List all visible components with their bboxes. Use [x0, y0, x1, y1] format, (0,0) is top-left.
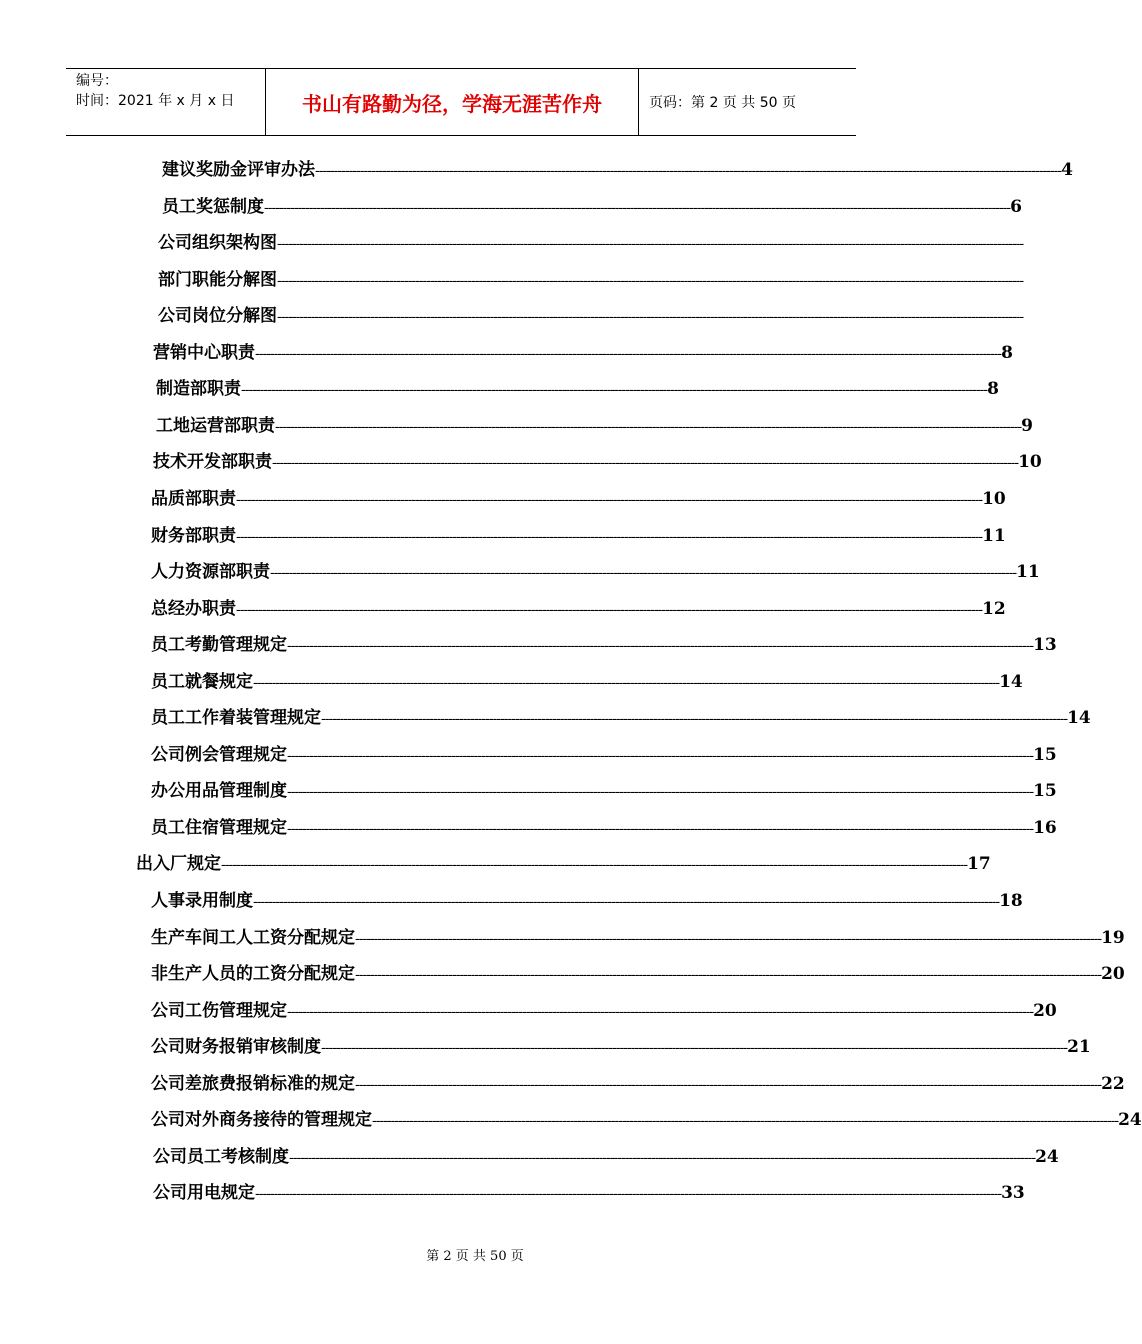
toc-entry-title: 财务部职责 — [151, 525, 236, 546]
toc-entry-leader: -------------------------------------------------------------------------------------------------------------------------------------------------------------------------------------------------------- — [355, 1076, 1102, 1093]
toc-entry-leader: -------------------------------------------------------------------------------------------------------------------------------------------------------------------------------------------------------- — [315, 163, 1062, 179]
toc-entry-page: 19 — [1101, 927, 1125, 948]
toc-entry-page: 6 — [1010, 196, 1022, 217]
toc-entry[interactable] — [151, 962, 1125, 986]
toc-entry-leader: -------------------------------------------------------------------------------------------------------------------------------------------------------------------------------------------------------- — [270, 565, 1017, 582]
toc-entry-title: 工地运营部职责 — [156, 415, 275, 436]
toc-entry-title: 公司岗位分解图 — [158, 306, 277, 327]
toc-entry-page: 13 — [1033, 635, 1057, 656]
toc-entry-leader: -------------------------------------------------------------------------------------------------------------------------------------------------------------------------------------------------------- — [287, 820, 1034, 837]
time-label: 时间：2021 年 x 月 x 日 — [76, 93, 235, 109]
toc-entry[interactable] — [151, 487, 1006, 511]
toc-entry-page: 21 — [1067, 1037, 1091, 1058]
toc-entry-title: 生产车间工人工资分配规定 — [151, 927, 355, 948]
toc-entry-title: 员工工作着装管理规定 — [151, 708, 321, 729]
toc-entry[interactable] — [156, 377, 999, 401]
toc-entry-title: 员工奖惩制度 — [162, 196, 264, 217]
toc-entry-page: 24 — [1118, 1110, 1142, 1131]
toc-entry[interactable] — [153, 1145, 1059, 1169]
toc-entry-title: 员工住宿管理规定 — [151, 817, 287, 838]
toc-entry[interactable] — [151, 560, 1040, 584]
toc-entry[interactable] — [151, 524, 1006, 548]
header-motto: 书山有路勤为径，学海无涯苦作舟 — [266, 69, 639, 135]
toc-entry-leader: -------------------------------------------------------------------------------------------------------------------------------------------------------------------------------------------------------- — [321, 711, 1068, 728]
toc-entry-page: 15 — [1033, 781, 1057, 802]
toc-entry-leader: -------------------------------------------------------------------------------------------------------------------------------------------------------------------------------------------------------- — [287, 747, 1034, 764]
toc-entry-leader: -------------------------------------------------------------------------------------------------------------------------------------------------------------------------------------------------------- — [355, 967, 1102, 984]
toc-entry-title: 品质部职责 — [151, 488, 236, 509]
toc-entry[interactable] — [151, 779, 1057, 803]
toc-entry-title: 人事录用制度 — [151, 891, 253, 911]
toc-entry-title: 公司组织架构图 — [158, 233, 277, 254]
toc-entry-title: 员工就餐规定 — [151, 671, 253, 692]
toc-entry[interactable] — [158, 304, 1024, 328]
page-header — [66, 68, 856, 136]
toc-entry[interactable] — [153, 1181, 1025, 1205]
toc-entry-leader: -------------------------------------------------------------------------------------------------------------------------------------------------------------------------------------------------------- — [241, 382, 988, 399]
toc-entry-page: 8 — [1001, 342, 1013, 363]
toc-entry-page: 22 — [1101, 1073, 1125, 1094]
toc-entry-leader: -------------------------------------------------------------------------------------------------------------------------------------------------------------------------------------------------------- — [253, 894, 1000, 910]
toc-entry-leader: -------------------------------------------------------------------------------------------------------------------------------------------------------------------------------------------------------- — [275, 418, 1022, 435]
toc-entry-leader: -------------------------------------------------------------------------------------------------------------------------------------------------------------------------------------------------------- — [277, 272, 1024, 289]
toc-entry[interactable] — [151, 816, 1057, 840]
toc-entry[interactable] — [151, 1072, 1125, 1096]
toc-entry-title: 总经办职责 — [151, 598, 236, 619]
toc-entry-page: 11 — [1016, 562, 1040, 583]
toc-entry-leader: -------------------------------------------------------------------------------------------------------------------------------------------------------------------------------------------------------- — [287, 638, 1034, 655]
toc-entry-title: 公司差旅费报销标准的规定 — [151, 1073, 355, 1094]
page-footer: 第 2 页 共 50 页 — [426, 1249, 524, 1264]
toc-entry[interactable] — [162, 195, 1022, 219]
toc-entry-title: 非生产人员的工资分配规定 — [151, 964, 355, 985]
toc-entry[interactable] — [151, 1035, 1091, 1059]
toc-entry-title: 公司对外商务接待的管理规定 — [151, 1110, 372, 1131]
toc-entry-title: 公司财务报销审核制度 — [151, 1037, 321, 1058]
toc-entry-leader: -------------------------------------------------------------------------------------------------------------------------------------------------------------------------------------------------------- — [277, 236, 1024, 253]
toc-entry-page: 15 — [1033, 744, 1057, 765]
toc-entry-leader: -------------------------------------------------------------------------------------------------------------------------------------------------------------------------------------------------------- — [272, 455, 1019, 472]
toc-entry-page: 24 — [1035, 1146, 1059, 1167]
toc-entry-leader: -------------------------------------------------------------------------------------------------------------------------------------------------------------------------------------------------------- — [287, 784, 1034, 801]
toc-entry[interactable] — [151, 670, 1023, 694]
toc-entry[interactable] — [156, 414, 1033, 438]
toc-entry-page: 9 — [1021, 415, 1033, 436]
toc-entry-page: 18 — [999, 891, 1023, 911]
toc-entry-page: 12 — [982, 598, 1006, 619]
toc-entry[interactable] — [151, 633, 1057, 657]
toc-entry[interactable] — [153, 341, 1013, 365]
toc-entry-title: 人力资源部职责 — [151, 562, 270, 583]
toc-entry[interactable] — [151, 926, 1125, 950]
toc-entry[interactable] — [151, 597, 1006, 621]
toc-entry[interactable] — [151, 889, 1023, 913]
toc-entry-title: 公司工伤管理规定 — [151, 1000, 287, 1021]
toc-entry-page: 10 — [982, 488, 1006, 509]
toc-entry-page: 14 — [1067, 708, 1091, 729]
toc-entry-page: 17 — [967, 854, 991, 875]
toc-entry-title: 建议奖励金评审办法 — [162, 160, 315, 180]
toc-entry[interactable] — [151, 999, 1057, 1023]
toc-entry-title: 部门职能分解图 — [158, 269, 277, 290]
toc-entry-page: 10 — [1018, 452, 1042, 473]
toc-entry-title: 营销中心职责 — [153, 342, 255, 363]
toc-entry-page: 20 — [1033, 1000, 1057, 1021]
toc-entry[interactable] — [158, 231, 1024, 255]
toc-entry-leader: -------------------------------------------------------------------------------------------------------------------------------------------------------------------------------------------------------- — [355, 930, 1102, 947]
toc-entry-leader: -------------------------------------------------------------------------------------------------------------------------------------------------------------------------------------------------------- — [277, 309, 1024, 326]
toc-entry-leader: -------------------------------------------------------------------------------------------------------------------------------------------------------------------------------------------------------- — [221, 857, 968, 874]
toc-entry-title: 出入厂规定 — [136, 854, 221, 875]
toc-entry-page: 14 — [999, 671, 1023, 692]
toc-entry[interactable] — [151, 743, 1057, 767]
toc-entry[interactable] — [158, 268, 1024, 292]
toc-entry-page: 11 — [982, 525, 1006, 546]
toc-entry-page: 20 — [1101, 964, 1125, 985]
toc-entry-leader: -------------------------------------------------------------------------------------------------------------------------------------------------------------------------------------------------------- — [255, 345, 1002, 362]
toc-entry[interactable] — [136, 852, 991, 876]
toc-entry-page: 33 — [1001, 1183, 1025, 1204]
toc-entry-leader: -------------------------------------------------------------------------------------------------------------------------------------------------------------------------------------------------------- — [255, 1186, 1002, 1203]
toc-entry[interactable] — [153, 450, 1042, 474]
toc-entry-leader: -------------------------------------------------------------------------------------------------------------------------------------------------------------------------------------------------------- — [236, 601, 983, 618]
toc-entry[interactable] — [162, 158, 1073, 182]
toc-entry-title: 公司员工考核制度 — [153, 1146, 289, 1167]
toc-entry-title: 员工考勤管理规定 — [151, 635, 287, 656]
toc-entry-title: 公司用电规定 — [153, 1183, 255, 1204]
toc-entry-leader: -------------------------------------------------------------------------------------------------------------------------------------------------------------------------------------------------------- — [236, 528, 983, 545]
toc-entry-page: 8 — [987, 379, 999, 400]
toc-entry-page: 16 — [1033, 817, 1057, 838]
toc-entry-leader: -------------------------------------------------------------------------------------------------------------------------------------------------------------------------------------------------------- — [321, 1040, 1068, 1057]
toc-entry-leader: -------------------------------------------------------------------------------------------------------------------------------------------------------------------------------------------------------- — [264, 199, 1011, 216]
toc-entry-leader: -------------------------------------------------------------------------------------------------------------------------------------------------------------------------------------------------------- — [287, 1003, 1034, 1020]
toc-entry[interactable] — [151, 706, 1091, 730]
toc-entry-title: 公司例会管理规定 — [151, 744, 287, 765]
toc-entry-leader: -------------------------------------------------------------------------------------------------------------------------------------------------------------------------------------------------------- — [236, 491, 983, 508]
toc-entry-title: 制造部职责 — [156, 379, 241, 400]
toc-entry-leader: -------------------------------------------------------------------------------------------------------------------------------------------------------------------------------------------------------- — [253, 674, 1000, 691]
toc-entry-leader: -------------------------------------------------------------------------------------------------------------------------------------------------------------------------------------------------------- — [289, 1149, 1036, 1166]
number-label: 编号： — [76, 73, 118, 89]
header-page-info: 页码：第 2 页 共 50 页 — [649, 95, 796, 111]
header-meta — [66, 69, 266, 135]
toc-entry[interactable] — [151, 1108, 1142, 1132]
toc-entry-leader: -------------------------------------------------------------------------------------------------------------------------------------------------------------------------------------------------------- — [372, 1113, 1119, 1130]
toc-entry-title: 技术开发部职责 — [153, 452, 272, 473]
toc-entry-page: 4 — [1061, 160, 1073, 180]
toc-entry-title: 办公用品管理制度 — [151, 781, 287, 802]
